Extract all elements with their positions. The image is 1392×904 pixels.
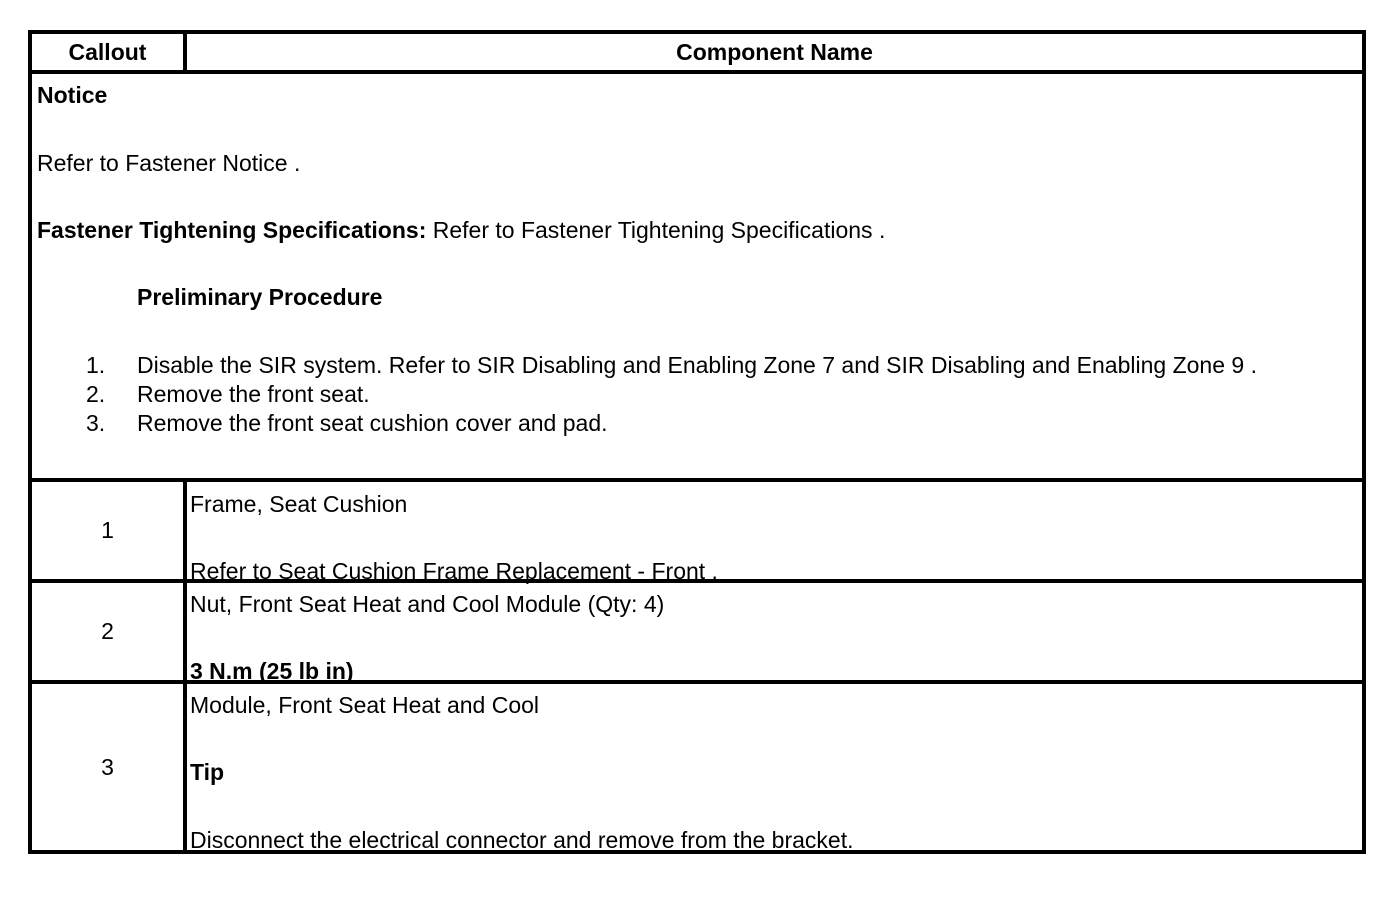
component-detail: Refer to Seat Cushion Frame Replacement - Front . [190,558,718,584]
callout-number: 3 [30,682,185,852]
component-cell [185,682,1364,852]
component-name: Nut, Front Seat Heat and Cool Module (Qty: 4) [190,591,665,617]
notice-row [30,72,1364,480]
component-name: Frame, Seat Cushion [190,491,408,517]
step-text: Disable the SIR system. Refer to SIR Disabling and Enabling Zone 7 and SIR Disabling and Enabling Zone 9 . [137,352,1257,378]
header-component-name: Component Name [185,32,1364,72]
procedure-heading: Preliminary Procedure [137,284,383,310]
notice-cell [30,72,1364,480]
spec-label: Fastener Tightening Specifications: [37,217,427,243]
table-row [30,581,1364,682]
step-number: 1. [86,352,106,378]
tip-label: Tip [190,759,225,785]
component-cell [185,480,1364,584]
callout-number: 2 [30,581,185,682]
spec-line [37,217,885,243]
header-row [30,32,1364,72]
component-table [28,30,1366,854]
component-cell [185,581,1364,682]
table-row [30,682,1364,852]
component-name: Module, Front Seat Heat and Cool [190,692,540,718]
callout-number: 1 [30,480,185,581]
step-number: 3. [86,410,106,436]
table-row [30,480,1364,581]
torque-spec: 3 N.m (25 lb in) [190,658,354,684]
notice-refer-text: Refer to Fastener Notice . [37,150,301,176]
notice-heading: Notice [37,82,108,108]
spec-text: Refer to Fastener Tightening Specifications . [426,217,886,243]
step-text: Remove the front seat cushion cover and pad. [137,410,608,436]
component-detail: Disconnect the electrical connector and remove from the bracket. [190,827,854,853]
step-number: 2. [86,381,106,407]
step-text: Remove the front seat. [137,381,370,407]
header-callout: Callout [30,32,185,72]
